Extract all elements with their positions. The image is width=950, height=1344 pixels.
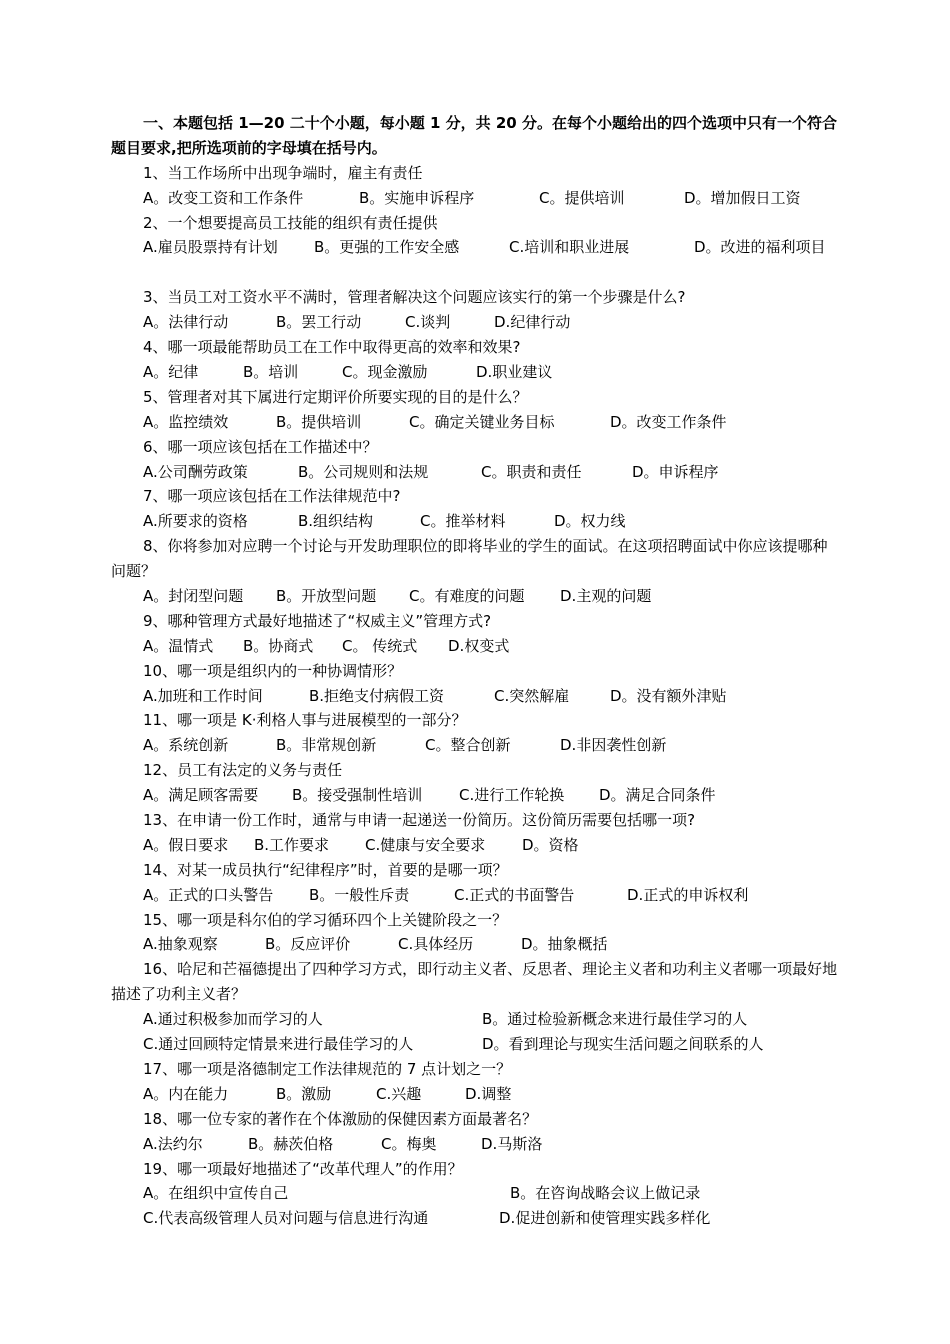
question-1: 1、当工作场所中出现争端时，雇主有责任 [143,163,423,182]
option-a: A。温情式 [143,636,214,655]
option-c: C.健康与安全要求 [365,835,486,854]
question-4: 4、哪一项最能帮助员工在工作中取得更高的效率和效果? [143,338,521,357]
option-a: A.抽象观察 [143,935,218,954]
option-c: C.突然解雇 [494,686,570,705]
option-d: D。增加假日工资 [684,188,801,207]
option-c: C.通过回顾特定情景来进行最佳学习的人 [143,1035,414,1054]
option-d: D.纪律行动 [494,313,571,332]
question-19: 19、哪一项最好地描述了“改革代理人”的作用？ [143,1159,463,1178]
option-d: D.调整 [465,1084,512,1103]
question-9: 9、哪种管理方式最好地描述了“权威主义”管理方式? [143,611,492,630]
option-c: C。职责和责任 [481,462,582,481]
exam-content [111,111,841,1231]
question-7: 7、哪一项应该包括在工作法律规范中? [143,487,401,506]
option-a: A。正式的口头警告 [143,885,274,904]
question-11-options [111,733,841,758]
question-7-options [111,509,841,534]
question-17: 17、哪一项是洛德制定工作法律规范的 7 点计划之一？ [143,1059,512,1078]
question-13: 13、在申请一份工作时，通常与申请一起递送一份简历。这份简历需要包括哪一项? [143,811,696,830]
option-d: D.职业建议 [476,362,553,381]
option-d: D。权力线 [554,512,626,531]
question-11: 11、哪一项是 K·利格人事与进展模型的一部分？ [143,711,467,730]
option-a: A.公司酬劳政策 [143,462,248,481]
option-a: A。改变工资和工作条件 [143,188,304,207]
option-b: B。公司规则和法规 [298,462,429,481]
question-19-options-row1 [111,1181,841,1206]
option-b: B。更强的工作安全感 [314,238,460,257]
question-14-options [111,883,841,908]
question-19-options-row2 [111,1206,841,1231]
question-6: 6、哪一项应该包括在工作描述中？ [143,437,378,456]
question-18-options [111,1132,841,1157]
option-d: D。抽象概括 [521,935,608,954]
option-d: D。改进的福利项目 [694,238,826,257]
option-d: D。改变工作条件 [610,412,727,431]
option-c: C。确定关键业务目标 [409,412,555,431]
question-10-options [111,684,841,709]
option-b: B。培训 [243,362,299,381]
option-a: A.通过积极参加而学习的人 [143,1010,323,1029]
option-d: D.正式的申诉权利 [627,885,749,904]
option-b: B。罢工行动 [276,313,362,332]
option-d: D.马斯洛 [481,1134,543,1153]
option-b: B。通过检验新概念来进行最佳学习的人 [482,1010,748,1029]
option-c: C。现金激励 [342,362,428,381]
option-d: D。申诉程序 [632,462,719,481]
option-a: A.加班和工作时间 [143,686,263,705]
option-b: B。反应评价 [265,935,351,954]
question-12-options [111,783,841,808]
option-c: C。 传统式 [342,636,418,655]
question-13-options [111,833,841,858]
section-intro: 一、本题包括 1—20 二十个小题，每小题 1 分，共 20 分。在每个小题给出的四个选项中只有一个符合题目要求,把所选项前的字母填在括号内。 [111,114,837,157]
option-b: B。非常规创新 [276,736,377,755]
option-b: B。在咨询战略会议上做记录 [510,1184,701,1203]
question-10: 10、哪一项是组织内的一种协调情形？ [143,661,403,680]
option-a: A。满足顾客需要 [143,786,259,805]
option-b: B。提供培训 [276,412,362,431]
option-b: B.工作要求 [254,835,330,854]
option-c: C.培训和职业进展 [509,238,630,257]
option-a: A。封闭型问题 [143,587,244,605]
option-a: A。纪律 [143,362,199,381]
option-a: A.法约尔 [143,1134,203,1153]
question-8-options [111,584,841,609]
option-a: A。法律行动 [143,313,229,332]
option-a: A。系统创新 [143,736,229,755]
question-16: 16、哈尼和芒福德提出了四种学习方式，即行动主义者、反思者、理论主义者和功利主义者哪一项最好地描述了功利主义者？ [111,960,838,1004]
option-a: A。假日要求 [143,835,229,854]
option-d: D.权变式 [448,636,510,655]
option-b: B。协商式 [243,636,314,655]
option-d: D。资格 [522,835,579,854]
question-2: 2、一个想要提高员工技能的组织有责任提供 [143,213,438,232]
option-a: A。内在能力 [143,1084,229,1103]
option-c: C.谈判 [405,313,451,332]
option-c: C。提供培训 [539,188,625,207]
option-c: C.正式的书面警告 [454,885,575,904]
question-6-options [111,460,841,485]
option-b: B。接受强制性培训 [292,786,423,805]
question-2-options [111,235,841,285]
option-b: B。实施申诉程序 [359,188,475,207]
option-c: C.具体经历 [398,935,474,954]
question-16-options-row1 [111,1007,841,1032]
option-b: B.拒绝支付病假工资 [309,686,445,705]
option-d: D.主观的问题 [560,587,652,605]
question-9-options [111,634,841,659]
question-4-options [111,360,841,385]
question-15-options [111,932,841,957]
option-c: C。有难度的问题 [409,587,525,605]
option-d: D。满足合同条件 [599,786,716,805]
question-1-options [111,186,841,211]
question-14: 14、对某一成员执行“纪律程序”时，首要的是哪一项？ [143,860,508,879]
question-5-options [111,410,841,435]
option-d: D。没有额外津贴 [610,686,727,705]
question-8: 8、你将参加对应聘一个讨论与开发助理职位的即将毕业的学生的面试。在这项招聘面试中你应该提哪种问题？ [111,537,828,581]
question-5: 5、管理者对其下属进行定期评价所要实现的目的是什么？ [143,387,528,406]
option-b: B。激励 [276,1084,332,1103]
question-3-options [111,310,841,335]
question-16-options-row2 [111,1032,841,1057]
question-3: 3、当员工对工资水平不满时，管理者解决这个问题应该实行的第一个步骤是什么? [143,288,686,307]
option-c: C.代表高级管理人员对问题与信息进行沟通 [143,1209,429,1228]
option-c: C.兴趣 [376,1084,422,1103]
option-c: C。整合创新 [425,736,511,755]
option-c: C。梅奥 [381,1134,437,1153]
option-b: B.组织结构 [298,512,374,531]
option-b: B。赫茨伯格 [248,1134,334,1153]
question-12: 12、员工有法定的义务与责任 [143,761,343,780]
question-15: 15、哪一项是科尔伯的学习循环四个上关键阶段之一？ [143,910,508,929]
option-a: A。在组织中宣传自己 [143,1184,289,1203]
question-17-options [111,1082,841,1107]
option-a: A.雇员股票持有计划 [143,238,278,257]
option-c: C.进行工作轮换 [459,786,565,805]
option-b: B。一般性斥责 [309,885,410,904]
question-18: 18、哪一位专家的著作在个体激励的保健因素方面最著名？ [143,1109,538,1128]
option-d: D。看到理论与现实生活问题之间联系的人 [482,1035,764,1054]
option-a: A。监控绩效 [143,412,229,431]
option-c: C。推举材料 [420,512,506,531]
option-d: D.促进创新和使管理实践多样化 [499,1209,711,1228]
option-d: D.非因袭性创新 [560,736,667,755]
option-b: B。开放型问题 [276,587,377,605]
option-a: A.所要求的资格 [143,512,248,531]
